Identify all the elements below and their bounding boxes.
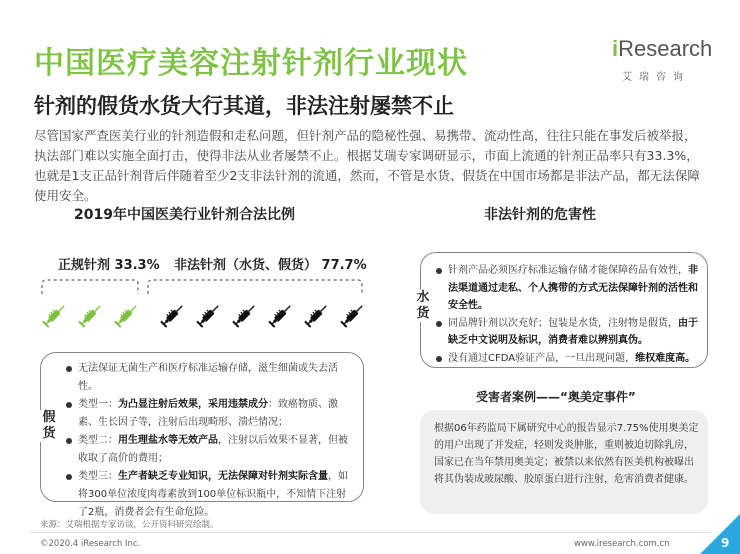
source-note: 来源：艾瑞根据专家访谈，公开资料研究绘制。 bbox=[40, 520, 219, 530]
legal-syringe-icon bbox=[40, 300, 70, 330]
harm-heading: 非法针剂的危害性 bbox=[484, 207, 596, 223]
logo-subtitle: 艾瑞咨询 bbox=[622, 72, 690, 83]
illegal-syringe-icon bbox=[230, 300, 260, 330]
logo-i: i bbox=[612, 36, 619, 61]
water-tag: 水货 bbox=[414, 290, 432, 322]
logo-wordmark bbox=[612, 36, 712, 62]
list-item: 同品牌针剂以次充好；包装是水货，注射物是假货，由于缺乏中文说明及标识，消费者难以辨别真伪。 bbox=[436, 315, 704, 350]
list-item: 类型三：生产者缺乏专业知识，无法保障对针剂实际含量，如将300单位浓度肉毒素放到100单位标识瓶中，不知情下注射了2瓶，消费者会有生命危险。 bbox=[66, 468, 356, 522]
case-text: 根据06年药监局下属研究中心的报告显示7.75%使用奥美定的用户出现了并发症，轻则发炎肿胀，重则被迫切除乳房，国家已在当年禁用奥美定；被禁以来依然有医美机构被曝出将其伪装成玻尿酸、胶原蛋白进行注射，危害消费者健康。 bbox=[434, 423, 699, 485]
logo-research: Research bbox=[618, 36, 713, 61]
legal-syringe-icon bbox=[112, 300, 142, 330]
illegal-bracket bbox=[146, 276, 364, 296]
illegal-syringe-icon bbox=[194, 300, 224, 330]
page-title: 中国医疗美容注射针剂行业现状 bbox=[34, 46, 468, 81]
copyright: ©2020.4 iResearch Inc. bbox=[40, 539, 141, 549]
list-item: 没有通过CFDA验证产品，一旦出现问题，维权难度高。 bbox=[436, 350, 704, 368]
list-item: 类型二：用生理盐水等无效产品，注射以后效果不显著，但被收取了高价的费用； bbox=[66, 432, 356, 468]
list-item: 针剂产品必须医疗标准运输存储才能保障药品有效性，非法渠道通过走私、个人携带的方式无法保障针剂的活性和安全性。 bbox=[436, 262, 704, 315]
fake-list bbox=[66, 360, 356, 522]
illegal-syringe-icon bbox=[302, 300, 332, 330]
list-item: 类型一：为凸显注射后效果，采用违禁成分：致癌物质、激素、生长因子等，注射后出现畸形、溃烂情况； bbox=[66, 396, 356, 432]
website: www.iresearch.com.cn bbox=[574, 539, 670, 549]
fake-tag: 假货 bbox=[40, 410, 58, 442]
iresearch-logo bbox=[612, 36, 713, 84]
footer-divider bbox=[30, 532, 710, 533]
corner-triangle bbox=[700, 514, 740, 554]
water-list bbox=[436, 262, 704, 367]
page-number: 9 bbox=[721, 536, 730, 550]
case-title: 受害者案例——“奥美定事件” bbox=[476, 390, 636, 404]
legal-ratio-heading: 2019年中国医美行业针剂合法比例 bbox=[74, 207, 295, 223]
list-item: 无法保证无菌生产和医疗标准运输存储，滋生细菌或失去活性。 bbox=[66, 360, 356, 396]
illegal-label: 非法针剂（水货、假货） 77.7% bbox=[174, 258, 367, 273]
legal-bracket bbox=[40, 276, 140, 296]
intro-paragraph: 尽管国家严查医美行业的针剂造假和走私问题，但针剂产品的隐秘性强、易携带、流动性高，往往只能在事发后被举报，执法部门难以实施全面打击，使得非法从业者屡禁不止。根据艾瑞专家调研显示，市面上流通的针剂正品率只有33.3%，也就是1支正品针剂背后伴随着至少2支非法针剂的流通，然而，不管是水货、假货在中国市场都是非法产品，都无法保障使用安全。 bbox=[34, 128, 700, 203]
legal-syringe-icon bbox=[76, 300, 106, 330]
illegal-syringe-icon bbox=[338, 300, 368, 330]
illegal-syringe-icon bbox=[158, 300, 188, 330]
illegal-syringe-icon bbox=[266, 300, 296, 330]
legal-label: 正规针剂 33.3% bbox=[58, 258, 160, 273]
page-subtitle: 针剂的假货水货大行其道，非法注射屡禁不止 bbox=[34, 94, 454, 118]
